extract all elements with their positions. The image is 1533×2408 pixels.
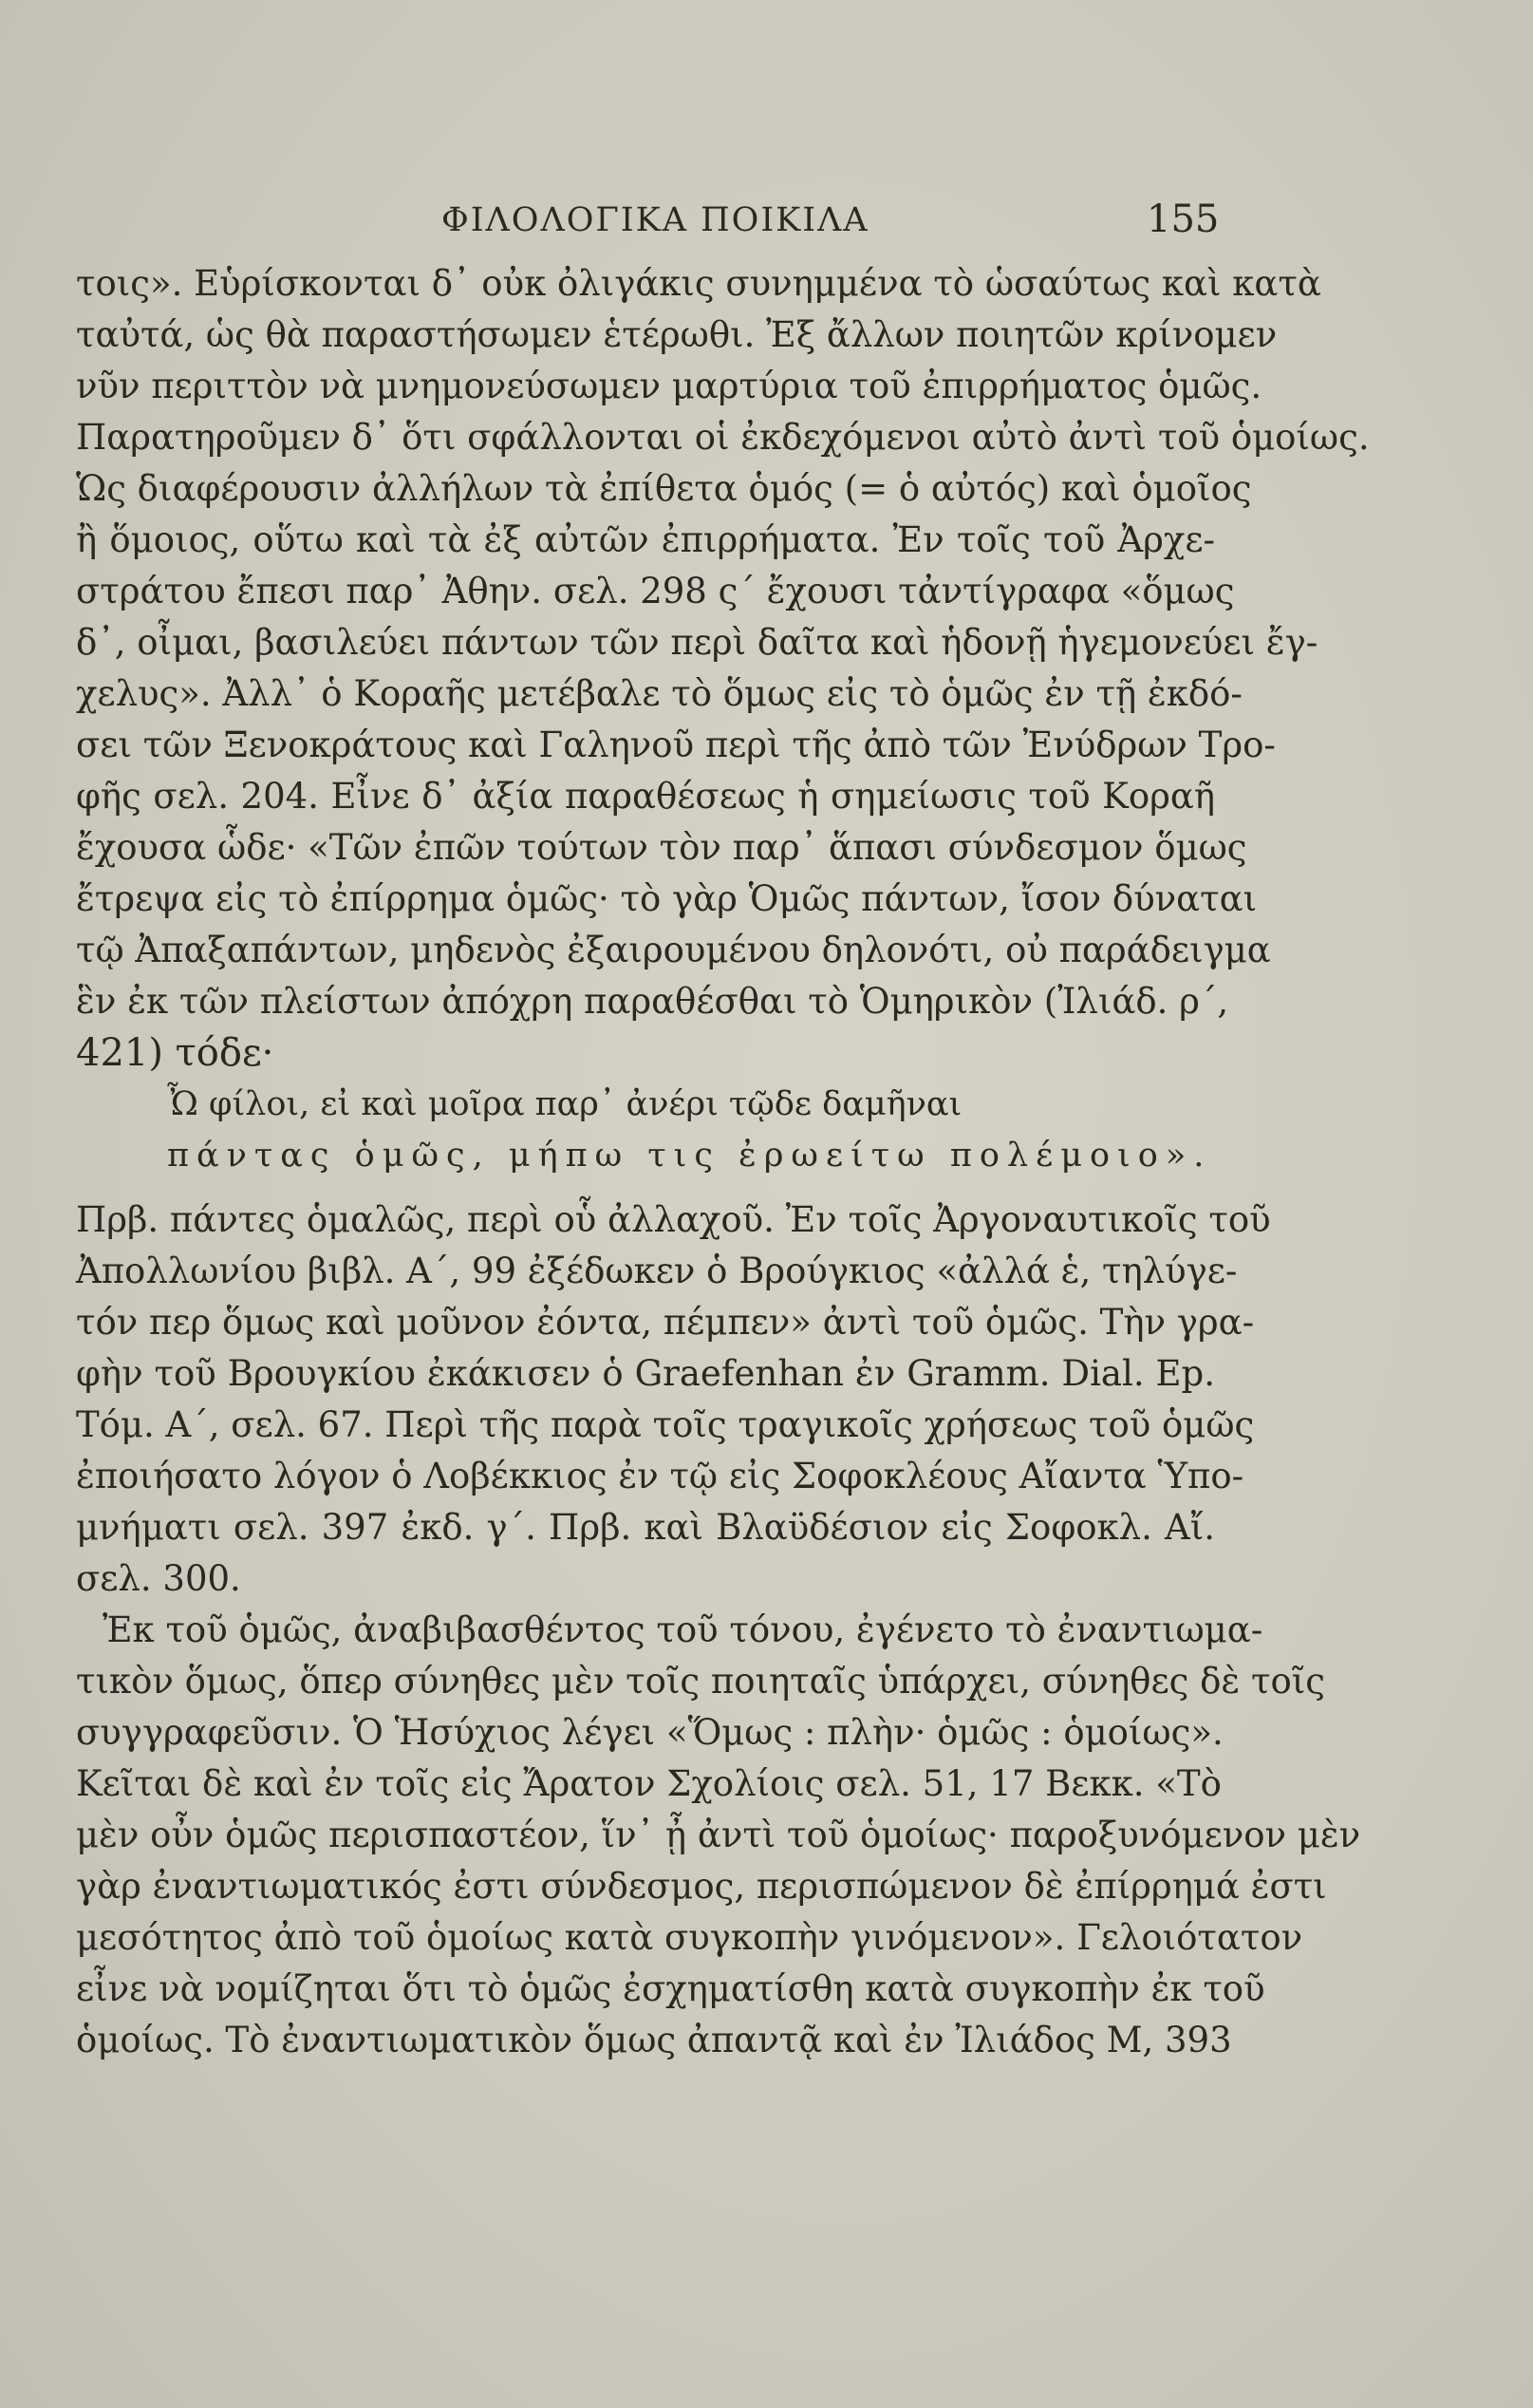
text-line: Τόμ. Α´, σελ. 67. Περὶ τῆς παρὰ τοῖς τραγικοῖς χρήσεως τοῦ ὁμῶς	[76, 1404, 1255, 1445]
verse-line: πάντας ὁμῶς, μήπω τις ἐρωείτω πολέμοιο».	[167, 1137, 1212, 1175]
text-line: φῆς σελ. 204. Εἶνε δ᾽ ἀξία παραθέσεως ἡ σημείωσις τοῦ Κοραῆ	[76, 776, 1215, 817]
text-line: Ἀπολλωνίου βιβλ. Α´, 99 ἐξέδωκεν ὁ Βρούγκιος «ἀλλά ἑ, τηλύγε-	[76, 1251, 1238, 1291]
body-text	[76, 258, 1370, 2066]
text-line: ταὐτά, ὡς θὰ παραστήσωμεν ἑτέρωθι. Ἐξ ἄλλων ποιητῶν κρίνομεν	[76, 314, 1278, 355]
text-line: Ὡς διαφέρουσιν ἀλλήλων τὰ ἐπίθετα ὁμός (= ὁ αὐτός) καὶ ὁμοῖος	[76, 468, 1252, 509]
text-line: ἢ ὅμοιος, οὕτω καὶ τὰ ἐξ αὐτῶν ἐπιρρήματα. Ἐν τοῖς τοῦ Ἀρχε-	[76, 519, 1215, 560]
text-line: ὁμοίως. Τὸ ἐναντιωματικὸν ὅμως ἀπαντᾷ καὶ ἐν Ἰλιάδος Μ, 393	[76, 2020, 1232, 2060]
text-line: 421) τόδε·	[76, 1031, 274, 1075]
text-line: δ᾽, οἶμαι, βασιλεύει πάντων τῶν περὶ δαῖτα καὶ ἡδονῇ ἡγεμονεύει ἔγ-	[76, 622, 1318, 663]
text-line: συγγραφεῦσιν. Ὁ Ἡσύχιος λέγει «Ὅμως : πλὴν· ὁμῶς : ὁμοίως».	[76, 1712, 1224, 1753]
text-line: μὲν οὖν ὁμῶς περισπαστέον, ἵν᾽ ᾖ ἀντὶ τοῦ ὁμοίως· παροξυνόμενον μὲν	[76, 1815, 1361, 1855]
text-line: νῦν περιττὸν νὰ μνημονεύσωμεν μαρτύρια τοῦ ἐπιρρήματος ὁμῶς.	[76, 366, 1262, 406]
text-line: σελ. 300.	[76, 1558, 241, 1599]
paragraph-1	[76, 258, 1370, 1079]
text-line: τῷ Ἀπαξαπάντων, μηδενὸς ἐξαιρουμένου δηλονότι, οὐ παράδειγμα	[76, 930, 1271, 970]
text-line: τικὸν ὅμως, ὅπερ σύνηθες μὲν τοῖς ποιηταῖς ὑπάρχει, σύνηθες δὲ τοῖς	[76, 1661, 1325, 1702]
page-number: 155	[1147, 198, 1220, 241]
paragraph-3	[76, 1605, 1361, 2066]
text-line: χελυς». Ἀλλ᾽ ὁ Κοραῆς μετέβαλε τὸ ὅμως εἰς τὸ ὁμῶς ἐν τῇ ἐκδό-	[76, 673, 1243, 714]
text-line: εἶνε νὰ νομίζηται ὅτι τὸ ὁμῶς ἐσχηματίσθη κατὰ συγκοπὴν ἐκ τοῦ	[76, 1968, 1265, 2009]
text-line: μνήματι σελ. 397 ἐκδ. γ´. Πρβ. καὶ Βλαϋδέσιον εἰς Σοφοκλ. Αἴ.	[76, 1507, 1215, 1548]
text-line: ἓν ἐκ τῶν πλείστων ἀπόχρη παραθέσθαι τὸ Ὁμηρικὸν (Ἰλιάδ. ρ´,	[76, 981, 1229, 1022]
text-line: ἔτρεψα εἰς τὸ ἐπίρρημα ὁμῶς· τὸ γὰρ Ὁμῶς πάντων, ἴσον δύναται	[76, 878, 1258, 919]
text-line: Παρατηροῦμεν δ᾽ ὅτι σφάλλονται οἱ ἐκδεχόμενοι αὐτὸ ἀντὶ τοῦ ὁμοίως.	[76, 417, 1370, 458]
text-line: Πρβ. πάντες ὁμαλῶς, περὶ οὗ ἀλλαχοῦ. Ἐν τοῖς Ἀργοναυτικοῖς τοῦ	[76, 1199, 1271, 1240]
homer-quotation	[76, 1079, 1215, 1181]
text-line: σει τῶν Ξενοκράτους καὶ Γαληνοῦ περὶ τῆς ἀπὸ τῶν Ἐνύδρων Τρο-	[76, 724, 1276, 765]
text-line: γὰρ ἐναντιωματικός ἐστι σύνδεσμος, περισπώμενον δὲ ἐπίρρημά ἐστι	[76, 1866, 1327, 1907]
text-line: στράτου ἔπεσι παρ᾽ Ἀθην. σελ. 298 ς´ ἔχουσι τἀντίγραφα «ὅμως	[76, 571, 1235, 611]
text-line: φὴν τοῦ Βρουγκίου ἐκάκισεν ὁ Graefenhan ἐν Gramm. Dial. Ep.	[76, 1353, 1215, 1394]
verse-line: Ὦ φίλοι, εἰ καὶ μοῖρα παρ᾽ ἀνέρι τῷδε δαμῆναι	[167, 1085, 963, 1123]
text-line: ἐποιήσατο λόγον ὁ Λοβέκκιος ἐν τῷ εἰς Σοφοκλέους Αἴαντα Ὑπο-	[76, 1456, 1244, 1496]
text-line: Κεῖται δὲ καὶ ἐν τοῖς εἰς Ἄρατον Σχολίοις σελ. 51, 17 Βεκκ. «Τὸ	[76, 1763, 1222, 1804]
text-line: ἔχουσα ὧδε· «Τῶν ἐπῶν τούτων τὸν παρ᾽ ἅπασι σύνδεσμον ὅμως	[76, 827, 1247, 868]
text-line: μεσότητος ἀπὸ τοῦ ὁμοίως κατὰ συγκοπὴν γινόμενον». Γελοιότατον	[76, 1917, 1303, 1958]
paragraph-2	[76, 1195, 1271, 1605]
text-line: Ἐκ τοῦ ὁμῶς, ἀναβιβασθέντος τοῦ τόνου, ἐγένετο τὸ ἐναντιωμα-	[103, 1609, 1263, 1650]
text-line: τοις». Εὑρίσκονται δ᾽ οὐκ ὀλιγάκις συνημμένα τὸ ὡσαύτως καὶ κατὰ	[76, 263, 1321, 304]
text-line: τόν περ ὅμως καὶ μοῦνον ἐόντα, πέμπεν» ἀντὶ τοῦ ὁμῶς. Τὴν γρα-	[76, 1302, 1255, 1343]
running-title: ΦΙΛΟΛΟΓΙΚΑ ΠΟΙΚΙΛΑ	[441, 201, 869, 239]
